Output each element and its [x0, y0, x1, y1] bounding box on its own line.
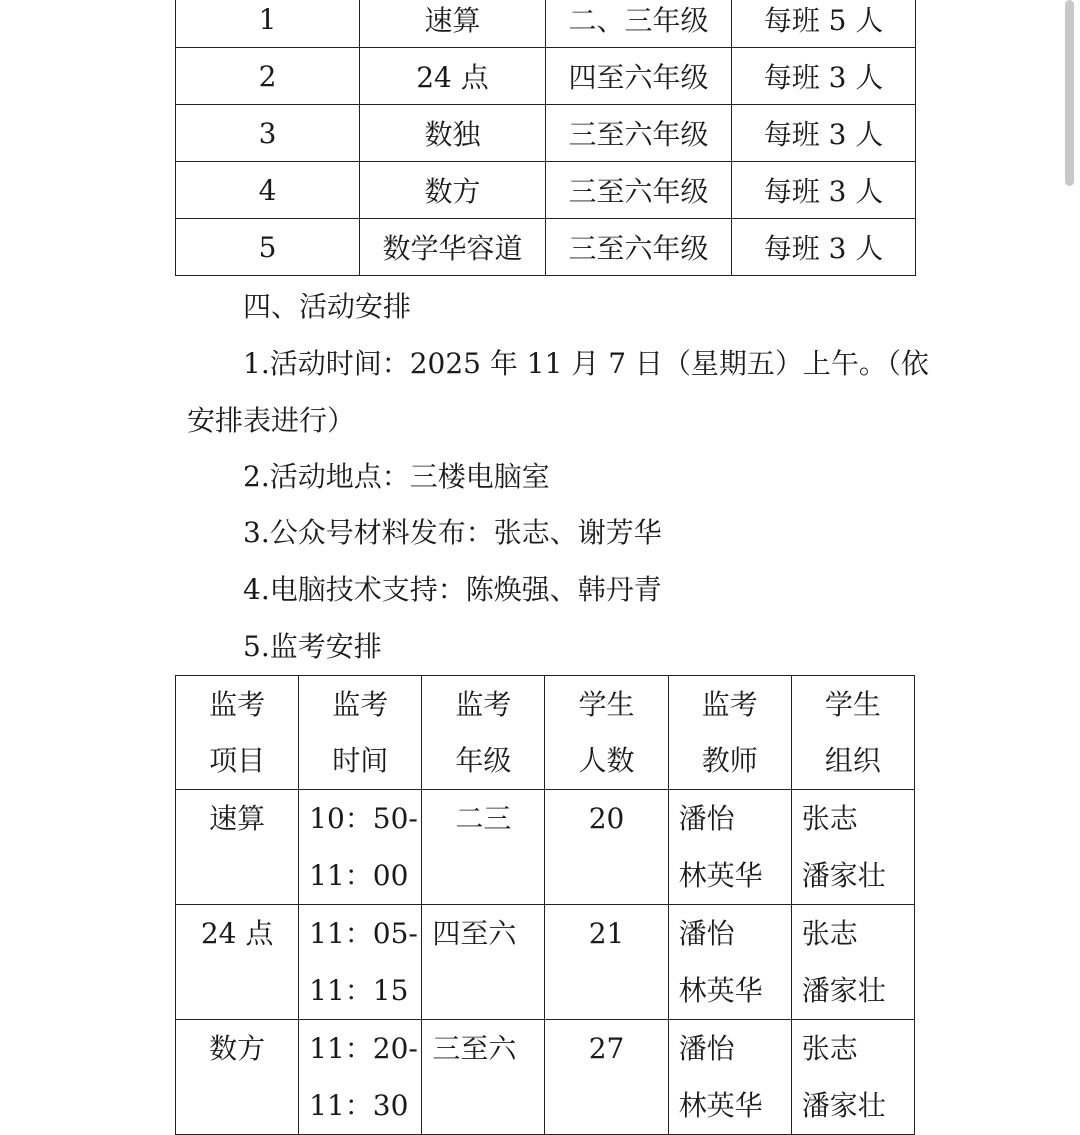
organizers-cell: 张志 潘家壮 [791, 790, 914, 905]
grade-cell: 三至六 [422, 1020, 545, 1135]
table-cell: 速算 [360, 0, 546, 48]
table-row [176, 1020, 915, 1135]
table-cell: 每班 3 人 [732, 48, 916, 105]
header-cell: 学生 人数 [545, 676, 668, 790]
table-row [176, 790, 915, 905]
table-cell: 每班 3 人 [732, 219, 916, 276]
teachers-cell: 潘怡 林英华 [668, 1020, 791, 1135]
table-cell: 每班 3 人 [732, 162, 916, 219]
count-cell: 21 [545, 905, 668, 1020]
proctor-schedule-table [175, 675, 915, 1135]
header-cell: 监考 年级 [422, 676, 545, 790]
teachers-cell: 潘怡 林英华 [668, 790, 791, 905]
table-row [176, 219, 916, 276]
activity-time-line2: 安排表进行） [187, 404, 356, 437]
grade-cell: 四至六 [422, 905, 545, 1020]
header-cell: 学生 组织 [791, 676, 914, 790]
table-row [176, 105, 916, 162]
table-cell: 每班 5 人 [732, 0, 916, 48]
table-cell: 数方 [360, 162, 546, 219]
table-cell: 二、三年级 [546, 0, 732, 48]
table-row [176, 48, 916, 105]
header-cell: 监考 时间 [299, 676, 422, 790]
table-cell: 4 [176, 162, 360, 219]
table-cell: 2 [176, 48, 360, 105]
grade-cell: 二三 [422, 790, 545, 905]
section-heading: 四、活动安排 [243, 290, 412, 323]
table-cell: 三至六年级 [546, 219, 732, 276]
project-cell: 数方 [176, 1020, 299, 1135]
proctor-heading: 5.监考安排 [243, 630, 382, 663]
table-cell: 三至六年级 [546, 162, 732, 219]
time-cell: 11：20- 11：30 [299, 1020, 422, 1135]
project-cell: 速算 [176, 790, 299, 905]
teachers-cell: 潘怡 林英华 [668, 905, 791, 1020]
table-cell: 5 [176, 219, 360, 276]
table-cell: 每班 3 人 [732, 105, 916, 162]
time-cell: 11：05- 11：15 [299, 905, 422, 1020]
project-cell: 24 点 [176, 905, 299, 1020]
competition-items-table [175, 0, 916, 276]
table-header-row [176, 676, 915, 790]
organizers-cell: 张志 潘家壮 [791, 1020, 914, 1135]
table-cell: 四至六年级 [546, 48, 732, 105]
time-cell: 10：50- 11：00 [299, 790, 422, 905]
table-row [176, 0, 916, 48]
table-cell: 数学华容道 [360, 219, 546, 276]
count-cell: 27 [545, 1020, 668, 1135]
tech-support: 4.电脑技术支持：陈焕强、韩丹青 [243, 573, 662, 606]
activity-location: 2.活动地点：三楼电脑室 [243, 460, 550, 493]
count-cell: 20 [545, 790, 668, 905]
table-cell: 3 [176, 105, 360, 162]
table-row [176, 905, 915, 1020]
vertical-scrollbar[interactable] [1065, 0, 1074, 186]
table-cell: 24 点 [360, 48, 546, 105]
header-cell: 监考 项目 [176, 676, 299, 790]
organizers-cell: 张志 潘家壮 [791, 905, 914, 1020]
table-cell: 数独 [360, 105, 546, 162]
header-cell: 监考 教师 [668, 676, 791, 790]
table-cell: 1 [176, 0, 360, 48]
table-cell: 三至六年级 [546, 105, 732, 162]
activity-time-line1: 1.活动时间：2025 年 11 月 7 日（星期五）上午。（依 [243, 347, 929, 380]
wechat-publishing: 3.公众号材料发布：张志、谢芳华 [243, 516, 662, 549]
table-row [176, 162, 916, 219]
